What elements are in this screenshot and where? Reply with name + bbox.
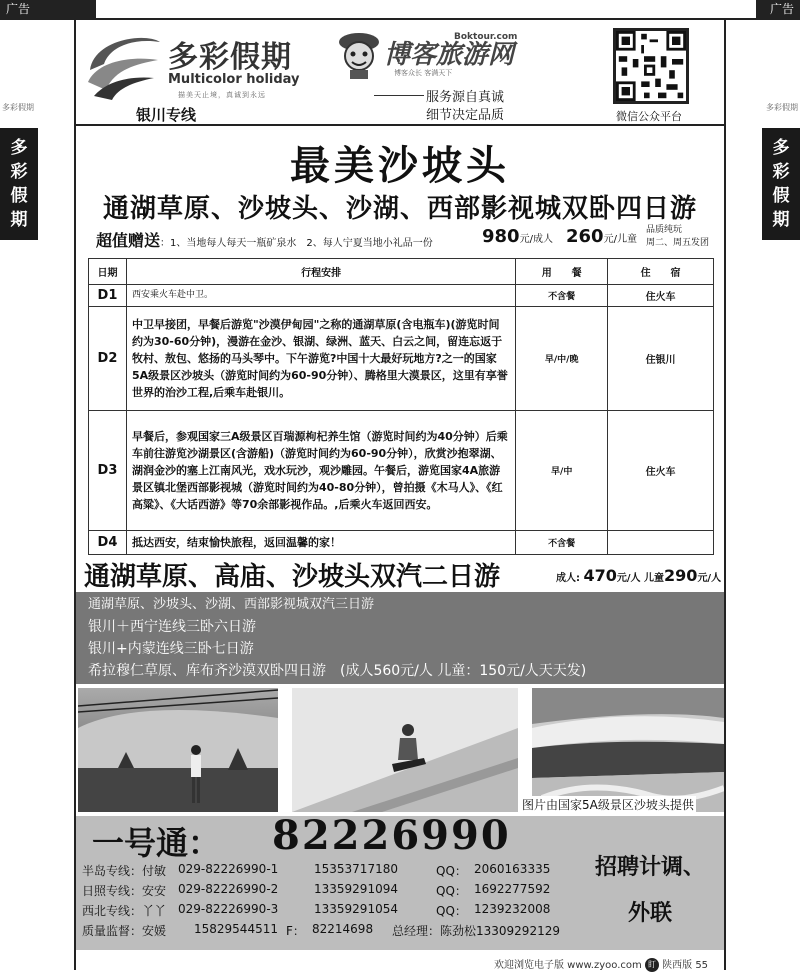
contact-qq: 1239232008 bbox=[474, 902, 551, 916]
service-slogan-1: 服务源自真诚 bbox=[426, 90, 505, 105]
hotline-label: 一号通： bbox=[92, 824, 221, 862]
gift-info bbox=[96, 228, 433, 251]
tour-title: 通湖草原、沙坡头、沙湖、西部影视城双卧四日游 bbox=[102, 194, 697, 224]
table-row bbox=[89, 285, 714, 307]
hotel-cell bbox=[608, 531, 714, 555]
divider bbox=[374, 95, 424, 96]
swoosh-logo-icon bbox=[84, 30, 162, 102]
qr-code-icon bbox=[613, 28, 689, 104]
supervisor-mobile: 15829544511 bbox=[194, 922, 278, 936]
list-item: 希拉穆仁草原、库布齐沙漠双卧四日游 (成人560元/人 儿童：150元/人天天发) bbox=[88, 663, 587, 679]
quality-note: 品质纯玩 bbox=[646, 225, 683, 235]
brand-name-en: Multicolor holiday bbox=[168, 72, 300, 87]
main-title: 最美沙坡头 bbox=[290, 142, 510, 189]
contact-phone: 029-82226990-3 bbox=[178, 902, 279, 916]
hotel-cell: 住火车 bbox=[608, 411, 714, 531]
plan-cell: 早餐后，参观国家三A级景区百瑞源枸杞养生馆（游览时间约为40分钟）后乘车前往游览沙湖景区(含游船)（游览时间约为60-90分钟），欣赏沙抱翠湖、湖润金沙的塞上江南风光，戏水玩沙，观沙雕园。午餐后，游览国家4A旅游景区镇北堡西部影视城（游览时间约为40-80分钟），曾拍摄《木马人》、《红高粱》、《大话西游》等70余部影视作品。,后乘火车返回西安。 bbox=[126, 411, 515, 531]
fax-number: 82214698 bbox=[312, 922, 374, 936]
contact-line: 半岛专线：付敏 bbox=[82, 864, 167, 878]
contact-mobile: 13359291094 bbox=[314, 882, 398, 896]
tour2-child-unit: 元/人 bbox=[697, 573, 722, 584]
contact-line: 西北专线：丫丫 bbox=[82, 904, 167, 918]
ad-label: 广告 bbox=[0, 0, 96, 18]
price-child bbox=[566, 226, 637, 247]
table-row bbox=[89, 531, 714, 555]
recruit-notice bbox=[580, 844, 720, 936]
itinerary-table bbox=[88, 258, 714, 555]
header-day: 日期 bbox=[89, 259, 127, 285]
side-tab-left bbox=[0, 128, 38, 240]
hotline-number: 82226990 bbox=[272, 812, 511, 859]
badge-icon: 盯 bbox=[645, 958, 659, 972]
tour2-child-label: 儿童 bbox=[644, 573, 665, 584]
day-cell: D4 bbox=[89, 531, 127, 555]
brand-logo bbox=[82, 26, 322, 114]
brand-name-cn: 多彩假期 bbox=[168, 40, 292, 75]
contact-mobile: 13359291054 bbox=[314, 902, 398, 916]
side-tab-right bbox=[762, 128, 800, 240]
price-child-unit: 元/儿童 bbox=[603, 234, 637, 245]
plan-cell: 西安乘火车赴中卫。 bbox=[126, 285, 515, 307]
hotel-cell: 住火车 bbox=[608, 285, 714, 307]
departure-days: 周二、周五发团 bbox=[646, 238, 710, 248]
header-meal: 用 餐 bbox=[516, 259, 608, 285]
brand-slogan: 描美天止境，真诚到永远 bbox=[178, 91, 266, 99]
side-tab-text: 多 彩 假 期 bbox=[772, 138, 790, 230]
contact-qq-label: QQ： bbox=[436, 884, 467, 898]
page-number: 55 bbox=[695, 960, 709, 971]
recruit-line-2: 外联 bbox=[627, 900, 672, 926]
contact-phone: 029-82226990-2 bbox=[178, 882, 279, 896]
service-slogan-2: 细节决定品质 bbox=[426, 108, 505, 123]
partner-tagline: 博客众长 客满天下 bbox=[394, 69, 453, 77]
photo-sand-sliding bbox=[292, 688, 518, 812]
price-child-value: 260 bbox=[566, 226, 604, 247]
partner-name-cn: 博客旅游网 bbox=[384, 40, 515, 70]
bottom-text: 欢迎浏览电子版 www.zyoo.com bbox=[494, 960, 642, 971]
qr-label: 微信公众平台 bbox=[616, 110, 682, 123]
list-item: 银川+内蒙连线三卧七日游 bbox=[88, 641, 254, 657]
price-adult bbox=[482, 226, 553, 247]
hotel-cell: 住银川 bbox=[608, 307, 714, 411]
meal-cell: 不含餐 bbox=[516, 285, 608, 307]
table-row bbox=[89, 307, 714, 411]
contact-phone: 029-82226990-1 bbox=[178, 862, 279, 876]
tour2-child-price: 290 bbox=[664, 566, 698, 585]
gift-text: ：1、当地每人每天一瓶矿泉水 2、每人宁夏当地小礼品一份 bbox=[160, 238, 433, 249]
line-name: 银川专线 bbox=[136, 106, 197, 124]
tour2-price bbox=[556, 566, 721, 585]
list-item: 通湖草原、沙坡头、沙湖、西部影视城双汽三日游 bbox=[88, 597, 375, 612]
contact-line: 日照专线：安安 bbox=[82, 884, 167, 898]
mascot-icon bbox=[336, 28, 382, 80]
tour2-adult-label: 成人: bbox=[556, 573, 580, 584]
header-hotel: 住 宿 bbox=[608, 259, 714, 285]
partner-logo bbox=[334, 26, 534, 84]
side-tab-text: 多 彩 假 期 bbox=[10, 138, 28, 230]
fax-label: F： bbox=[286, 924, 305, 938]
meal-cell: 早/中/晚 bbox=[516, 307, 608, 411]
contact-mobile: 15353717180 bbox=[314, 862, 398, 876]
contact-qq: 1692277592 bbox=[474, 882, 551, 896]
day-cell: D3 bbox=[89, 411, 127, 531]
table-header-row bbox=[89, 259, 714, 285]
tour2-adult-price: 470 bbox=[583, 566, 617, 585]
photo-shapotou-river bbox=[532, 688, 724, 812]
plan-cell: 抵达西安，结束愉快旅程，返回温馨的家！ bbox=[126, 531, 515, 555]
day-cell: D2 bbox=[89, 307, 127, 411]
contact-qq-label: QQ： bbox=[436, 864, 467, 878]
bottom-bar bbox=[494, 956, 708, 972]
list-item: 银川＋西宁连线三卧六日游 bbox=[88, 619, 256, 635]
price-adult-value: 980 bbox=[482, 226, 520, 247]
contact-qq: 2060163335 bbox=[474, 862, 551, 876]
header-plan: 行程安排 bbox=[126, 259, 515, 285]
meal-cell: 早/中 bbox=[516, 411, 608, 531]
plan-cell: 中卫早接团，早餐后游览"沙漠伊甸园"之称的通湖草原(含电瓶车)(游览时间约为30-60分钟)，漫游在金沙、银湖、绿洲、蓝天、白云之间，留连忘返于牧村、敖包、悠扬的马头琴中。下午游览?中国十大最好玩地方?之一的国家5A级景区沙坡头（游览时间约为60-90分钟）、腾格里大漠景区，这里有享誉世界的治沙工程,后乘车赴银川。 bbox=[126, 307, 515, 411]
contact-qq-label: QQ： bbox=[436, 904, 467, 918]
tour2-title: 通湖草原、高庙、沙坡头双汽二日游 bbox=[84, 562, 501, 592]
side-logo: 多彩假期 bbox=[766, 103, 798, 112]
price-adult-unit: 元/成人 bbox=[519, 234, 553, 245]
day-cell: D1 bbox=[89, 285, 127, 307]
gift-label: 超值赠送 bbox=[96, 231, 161, 250]
side-logo: 多彩假期 bbox=[2, 103, 34, 112]
edition: 陕西版 bbox=[662, 960, 693, 971]
photo-caption: 图片由国家5A级景区沙坡头提供 bbox=[522, 798, 694, 812]
other-tours-box bbox=[76, 592, 724, 684]
table-row bbox=[89, 411, 714, 531]
photo-zipline bbox=[78, 688, 278, 812]
ad-label: 广告 bbox=[756, 0, 800, 18]
recruit-line-1: 招聘计调、 bbox=[594, 854, 705, 880]
tour2-adult-unit: 元/人 bbox=[616, 573, 641, 584]
supervisor-label: 质量监督：安媛 bbox=[82, 924, 167, 938]
manager-contact: 总经理：陈劲松13309292129 bbox=[392, 924, 560, 938]
partner-name-en: Boktour.com bbox=[454, 32, 518, 42]
meal-cell: 不含餐 bbox=[516, 531, 608, 555]
header bbox=[76, 20, 724, 126]
